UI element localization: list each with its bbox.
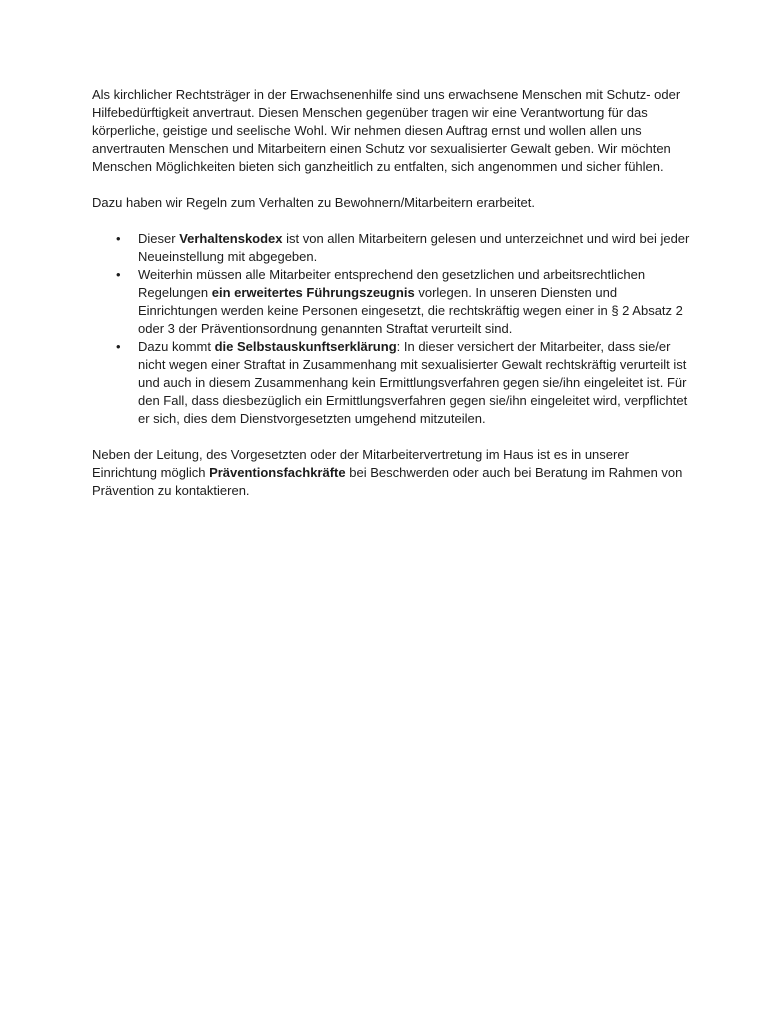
closing-text-after: bei Beschwerden oder auch bei Beratung im Rahmen von Prävention zu kontaktieren. — [92, 465, 683, 498]
rules-intro-paragraph: Dazu haben wir Regeln zum Verhalten zu Bewohnern/Mitarbeitern erarbeitet. — [92, 195, 535, 210]
closing-paragraph — [92, 446, 692, 500]
list-item-text-after: vorlegen. In unseren Diensten und Einrichtungen werden keine Personen eingesetzt, die rechtskräftig wegen einer in § 2 Absatz 2 oder 3 der Präventionsordnung genannten Straftat verurteilt sind. — [138, 285, 683, 336]
list-item-bold-term: die Selbstauskunftserklärung — [214, 339, 397, 354]
list-item-bold-term: ein erweitertes Führungszeugnis — [211, 285, 415, 300]
closing-text-before: Neben der Leitung, des Vorgesetzten oder der Mitarbeitervertretung im Haus ist es in unserer Einrichtung möglich — [92, 447, 629, 480]
bullet-icon: • — [116, 267, 121, 282]
intro-paragraph: Als kirchlicher Rechtsträger in der Erwachsenenhilfe sind uns erwachsene Menschen mit Schutz- oder Hilfebedürftigkeit anvertraut. Diesen Menschen gegenüber tragen wir eine Verantwortung für das körperliche, geistige und seelische Wohl. Wir nehmen diesen Auftrag ernst und wollen allen uns anvertrauten Menschen und Mitarbeitern einen Schutz vor sexualisierter Gewalt geben. Wir möchten Menschen Möglichkeiten bieten sich ganzheitlich zu entfalten, sich angenommen und sicher fühlen. — [92, 87, 681, 174]
list-item-text-after: ist von allen Mitarbeitern gelesen und unterzeichnet und wird bei jeder Neueinstellung mit abgegeben. — [138, 231, 690, 264]
list-item-text-before: Weiterhin müssen alle Mitarbeiter entsprechend den gesetzlichen und arbeitsrechtlichen Regelungen — [138, 267, 646, 300]
document-page — [92, 86, 692, 500]
list-item-text-before: Dazu kommt — [138, 339, 215, 354]
bullet-icon: • — [116, 231, 121, 246]
closing-bold-term: Präventionsfachkräfte — [209, 465, 346, 480]
bullet-icon: • — [116, 339, 121, 354]
list-item-text-before: Dieser — [138, 231, 180, 246]
rules-list — [92, 230, 692, 428]
list-item-bold-term: Verhaltenskodex — [179, 231, 283, 246]
list-item-text-after: : In dieser versichert der Mitarbeiter, dass sie/er nicht wegen einer Straftat in Zusammenhang mit sexualisierter Gewalt rechtskräftig verurteilt ist und auch in diesem Zusammenhang kein Ermittlungsverfahren gegen sie/ihn eingeleitet ist. Für den Fall, dass diesbezüglich ein Ermittlungsverfahren gegen sie/ihn eingeleitet wird, verpflichtet er sich, dies dem Dienstvorgesetzten umgehend mitzuteilen. — [138, 339, 688, 426]
list-item — [92, 338, 692, 428]
list-item — [92, 266, 692, 338]
list-item — [92, 230, 692, 266]
